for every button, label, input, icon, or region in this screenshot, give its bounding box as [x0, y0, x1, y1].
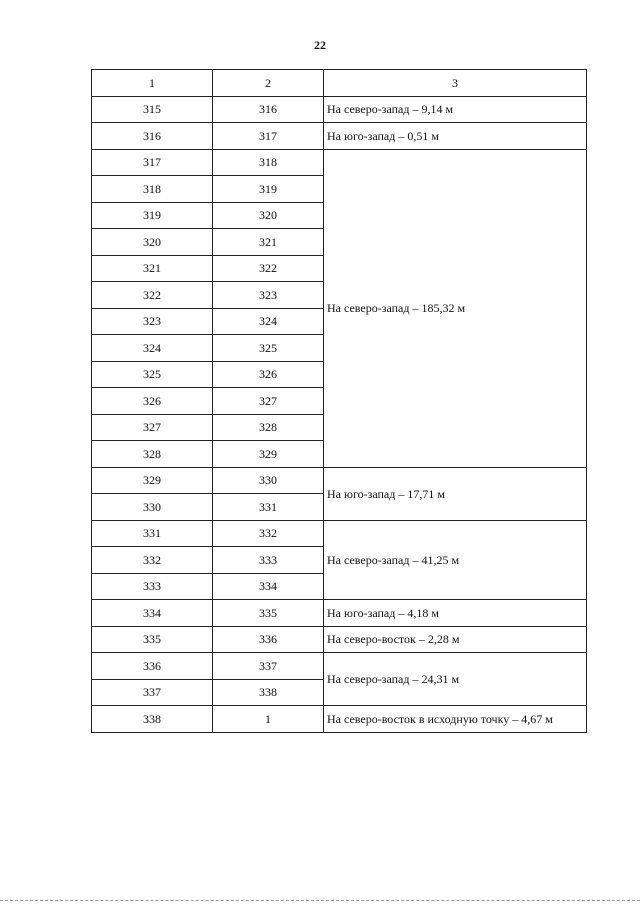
direction-cell: На северо-восток – 2,28 м: [324, 626, 587, 653]
footer-divider: [0, 900, 640, 901]
point-from-cell: 326: [92, 388, 213, 415]
point-to-cell: 319: [213, 176, 324, 203]
boundary-table: [91, 69, 587, 733]
point-from-cell: 332: [92, 547, 213, 574]
direction-cell: На юго-запад – 0,51 м: [324, 123, 587, 150]
point-from-cell: 330: [92, 494, 213, 521]
table-row: [92, 706, 587, 733]
point-from-cell: 318: [92, 176, 213, 203]
direction-cell: На юго-запад – 4,18 м: [324, 600, 587, 627]
point-from-cell: 328: [92, 441, 213, 468]
table-body: [92, 70, 587, 733]
point-to-cell: 1: [213, 706, 324, 733]
point-to-cell: 334: [213, 573, 324, 600]
direction-cell: На юго-запад – 17,71 м: [324, 467, 587, 520]
point-from-cell: 323: [92, 308, 213, 335]
header-cell-2: 2: [213, 70, 324, 97]
point-to-cell: 327: [213, 388, 324, 415]
point-to-cell: 324: [213, 308, 324, 335]
point-from-cell: 329: [92, 467, 213, 494]
point-to-cell: 328: [213, 414, 324, 441]
point-from-cell: 333: [92, 573, 213, 600]
point-to-cell: 332: [213, 520, 324, 547]
point-to-cell: 318: [213, 149, 324, 176]
point-to-cell: 331: [213, 494, 324, 521]
direction-cell: На северо-восток в исходную точку – 4,67 м: [324, 706, 587, 733]
table-row: [92, 123, 587, 150]
point-to-cell: 336: [213, 626, 324, 653]
point-to-cell: 321: [213, 229, 324, 256]
point-from-cell: 324: [92, 335, 213, 362]
point-to-cell: 326: [213, 361, 324, 388]
point-to-cell: 320: [213, 202, 324, 229]
point-from-cell: 319: [92, 202, 213, 229]
point-from-cell: 316: [92, 123, 213, 150]
direction-cell: На северо-запад – 24,31 м: [324, 653, 587, 706]
header-row: [92, 70, 587, 97]
table-row: [92, 467, 587, 494]
table-row: [92, 626, 587, 653]
point-to-cell: 335: [213, 600, 324, 627]
point-from-cell: 335: [92, 626, 213, 653]
table-row: [92, 149, 587, 176]
point-from-cell: 321: [92, 255, 213, 282]
point-from-cell: 336: [92, 653, 213, 680]
point-from-cell: 315: [92, 96, 213, 123]
point-from-cell: 327: [92, 414, 213, 441]
point-to-cell: 337: [213, 653, 324, 680]
point-from-cell: 337: [92, 679, 213, 706]
direction-cell: На северо-запад – 185,32 м: [324, 149, 587, 467]
point-from-cell: 338: [92, 706, 213, 733]
point-from-cell: 320: [92, 229, 213, 256]
direction-cell: На северо-запад – 9,14 м: [324, 96, 587, 123]
point-from-cell: 325: [92, 361, 213, 388]
point-from-cell: 334: [92, 600, 213, 627]
page-number: 22: [314, 38, 326, 52]
header-cell-1: 1: [92, 70, 213, 97]
point-to-cell: 316: [213, 96, 324, 123]
point-from-cell: 317: [92, 149, 213, 176]
table-row: [92, 653, 587, 680]
point-to-cell: 330: [213, 467, 324, 494]
direction-cell: На северо-запад – 41,25 м: [324, 520, 587, 600]
point-to-cell: 338: [213, 679, 324, 706]
table-row: [92, 96, 587, 123]
table-row: [92, 600, 587, 627]
point-to-cell: 317: [213, 123, 324, 150]
point-to-cell: 329: [213, 441, 324, 468]
point-to-cell: 322: [213, 255, 324, 282]
point-to-cell: 325: [213, 335, 324, 362]
header-cell-3: 3: [324, 70, 587, 97]
point-from-cell: 331: [92, 520, 213, 547]
table-row: [92, 520, 587, 547]
point-to-cell: 333: [213, 547, 324, 574]
point-to-cell: 323: [213, 282, 324, 309]
point-from-cell: 322: [92, 282, 213, 309]
